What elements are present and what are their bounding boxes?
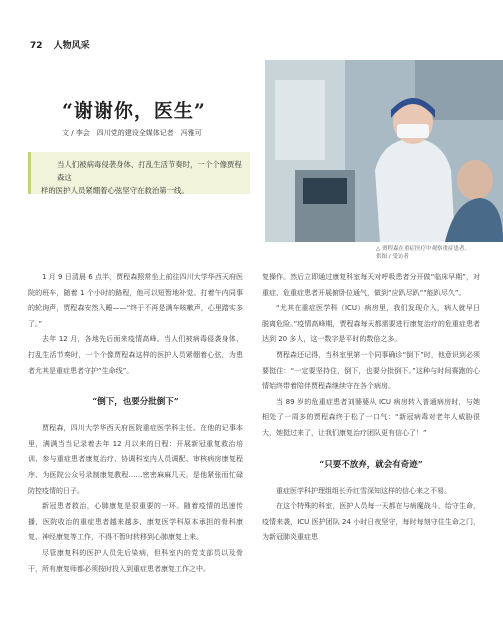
caption-line-1: △ 贾程森在重症医疗中观察重症患者。 bbox=[376, 246, 470, 252]
article-title: “谢谢你，医生” bbox=[62, 100, 206, 122]
paragraph: 在这个特殊的科室，医护人员每一天都在与病魔战斗，给守生命，疫情来袭，ICU 医护团队 24 小时日夜坚守，每时每刻守住生命之门，为新冠肺炎重症患 bbox=[262, 502, 480, 542]
page-header bbox=[30, 38, 90, 51]
paragraph: 去年 12 月，各地先后面来疫情高峰。当人们被病毒侵袭身体、打乱生活节奏时，一个个像贾程森这样的医护人员紧绷着心弦，为患者尤其是重症患者守护“生命线”。 bbox=[28, 335, 243, 375]
left-column bbox=[28, 270, 243, 577]
paragraph: 贾程森，四川大学华西天府医院重症医学科主任。在他的记事本里，满满当当记录着去年 12 月以来的日程：开展新冠重复救治培训、参与重症患者康复治疗、协调科室内人员调配、审核病房康复程序、为医院公众号录制康复教程……密密麻麻几天，是他紧张而忙碌防控疫情的日子。 bbox=[28, 424, 243, 495]
page-number: 72 bbox=[30, 41, 43, 51]
paragraph: 贾程森还记得，当科室里第一个同事确诊“倒下”时，他意识到必须要挺住：“一定要坚持住，倒下，也要分批倒下。”这种与时间赛跑的心情始终带着陪伴贾程森继续守在各个病房。 bbox=[262, 350, 480, 391]
paragraph: 新冠患者救治，心肺康复是很重要的一环。随着疫情的迅速传播，医院收治的重症患者越来越多，康复医学科原本承担的骨科康复、神经康复等工作，不得不暂时转移到心肺康复上来。 bbox=[28, 502, 243, 542]
subheading: “只要不放弃，就会有奇迹” bbox=[319, 459, 423, 470]
right-column bbox=[262, 270, 480, 546]
article-photo bbox=[265, 60, 503, 242]
lead-box bbox=[28, 152, 250, 194]
paragraph: 1 月 9 日清晨 6 点半，贾程森照常坐上前往四川大学华西天府医院的班车，随着 1 个小时的路程，他可以短暂地补觉。打着午内同事的轮询声，贾程森安然入睡——“终于不再是满车咳嗽声，心里踏实多了。” bbox=[28, 273, 243, 328]
paragraph: “尤其在重症医学科（ICU）病房里，我们发现介入，病人就早日脱离危险。”疫情高峰期，贾程森每天都需要进行康复治疗的危重症患者达到 20 多人，这一数字是平时的数倍之多。 bbox=[262, 304, 480, 344]
photo-caption bbox=[376, 245, 498, 261]
caption-credit: 供图 / 受访者 bbox=[376, 254, 409, 260]
lead-line-1: 当人们被病毒侵袭身体、打乱生活节奏时，一个个像贾程森这 bbox=[57, 160, 242, 182]
photo-illustration bbox=[265, 60, 503, 242]
subheading: “倒下，也要分批倒下” bbox=[92, 397, 179, 408]
paragraph: 重症医学科护理组组长乔红雪深知这样的信心来之不易。 bbox=[276, 486, 451, 495]
paragraph: 复操作。然后立即通过康复科室每天对呼吸患者分开做“临床早期”，对重症、危重症患者开展俯卧位通气，做到“应趴尽趴”“能趴尽久”。 bbox=[262, 273, 480, 297]
paragraph: 当 89 岁的危重症患者刘婆婆从 ICU 病房转入普通病房时，与她相处了一周多的贾程森终于松了一口气：“新冠病毒对老年人威胁很大，她挺过来了，让我们康复治疗团队更有信心了！” bbox=[262, 397, 480, 437]
section-name: 人物风采 bbox=[53, 41, 90, 51]
byline: 文 / 李会 四川党的建设全媒体记者 冯雅可 bbox=[62, 129, 202, 137]
lead-line-2: 样的医护人员紧绷着心弦坚守在救治第一线。 bbox=[41, 186, 189, 195]
paragraph: 尽管康复科的医护人员先后染病，但科室内的党支部员以及骨干，所有康复师都必须按时投入到重症患者康复工作之中。 bbox=[28, 548, 243, 573]
